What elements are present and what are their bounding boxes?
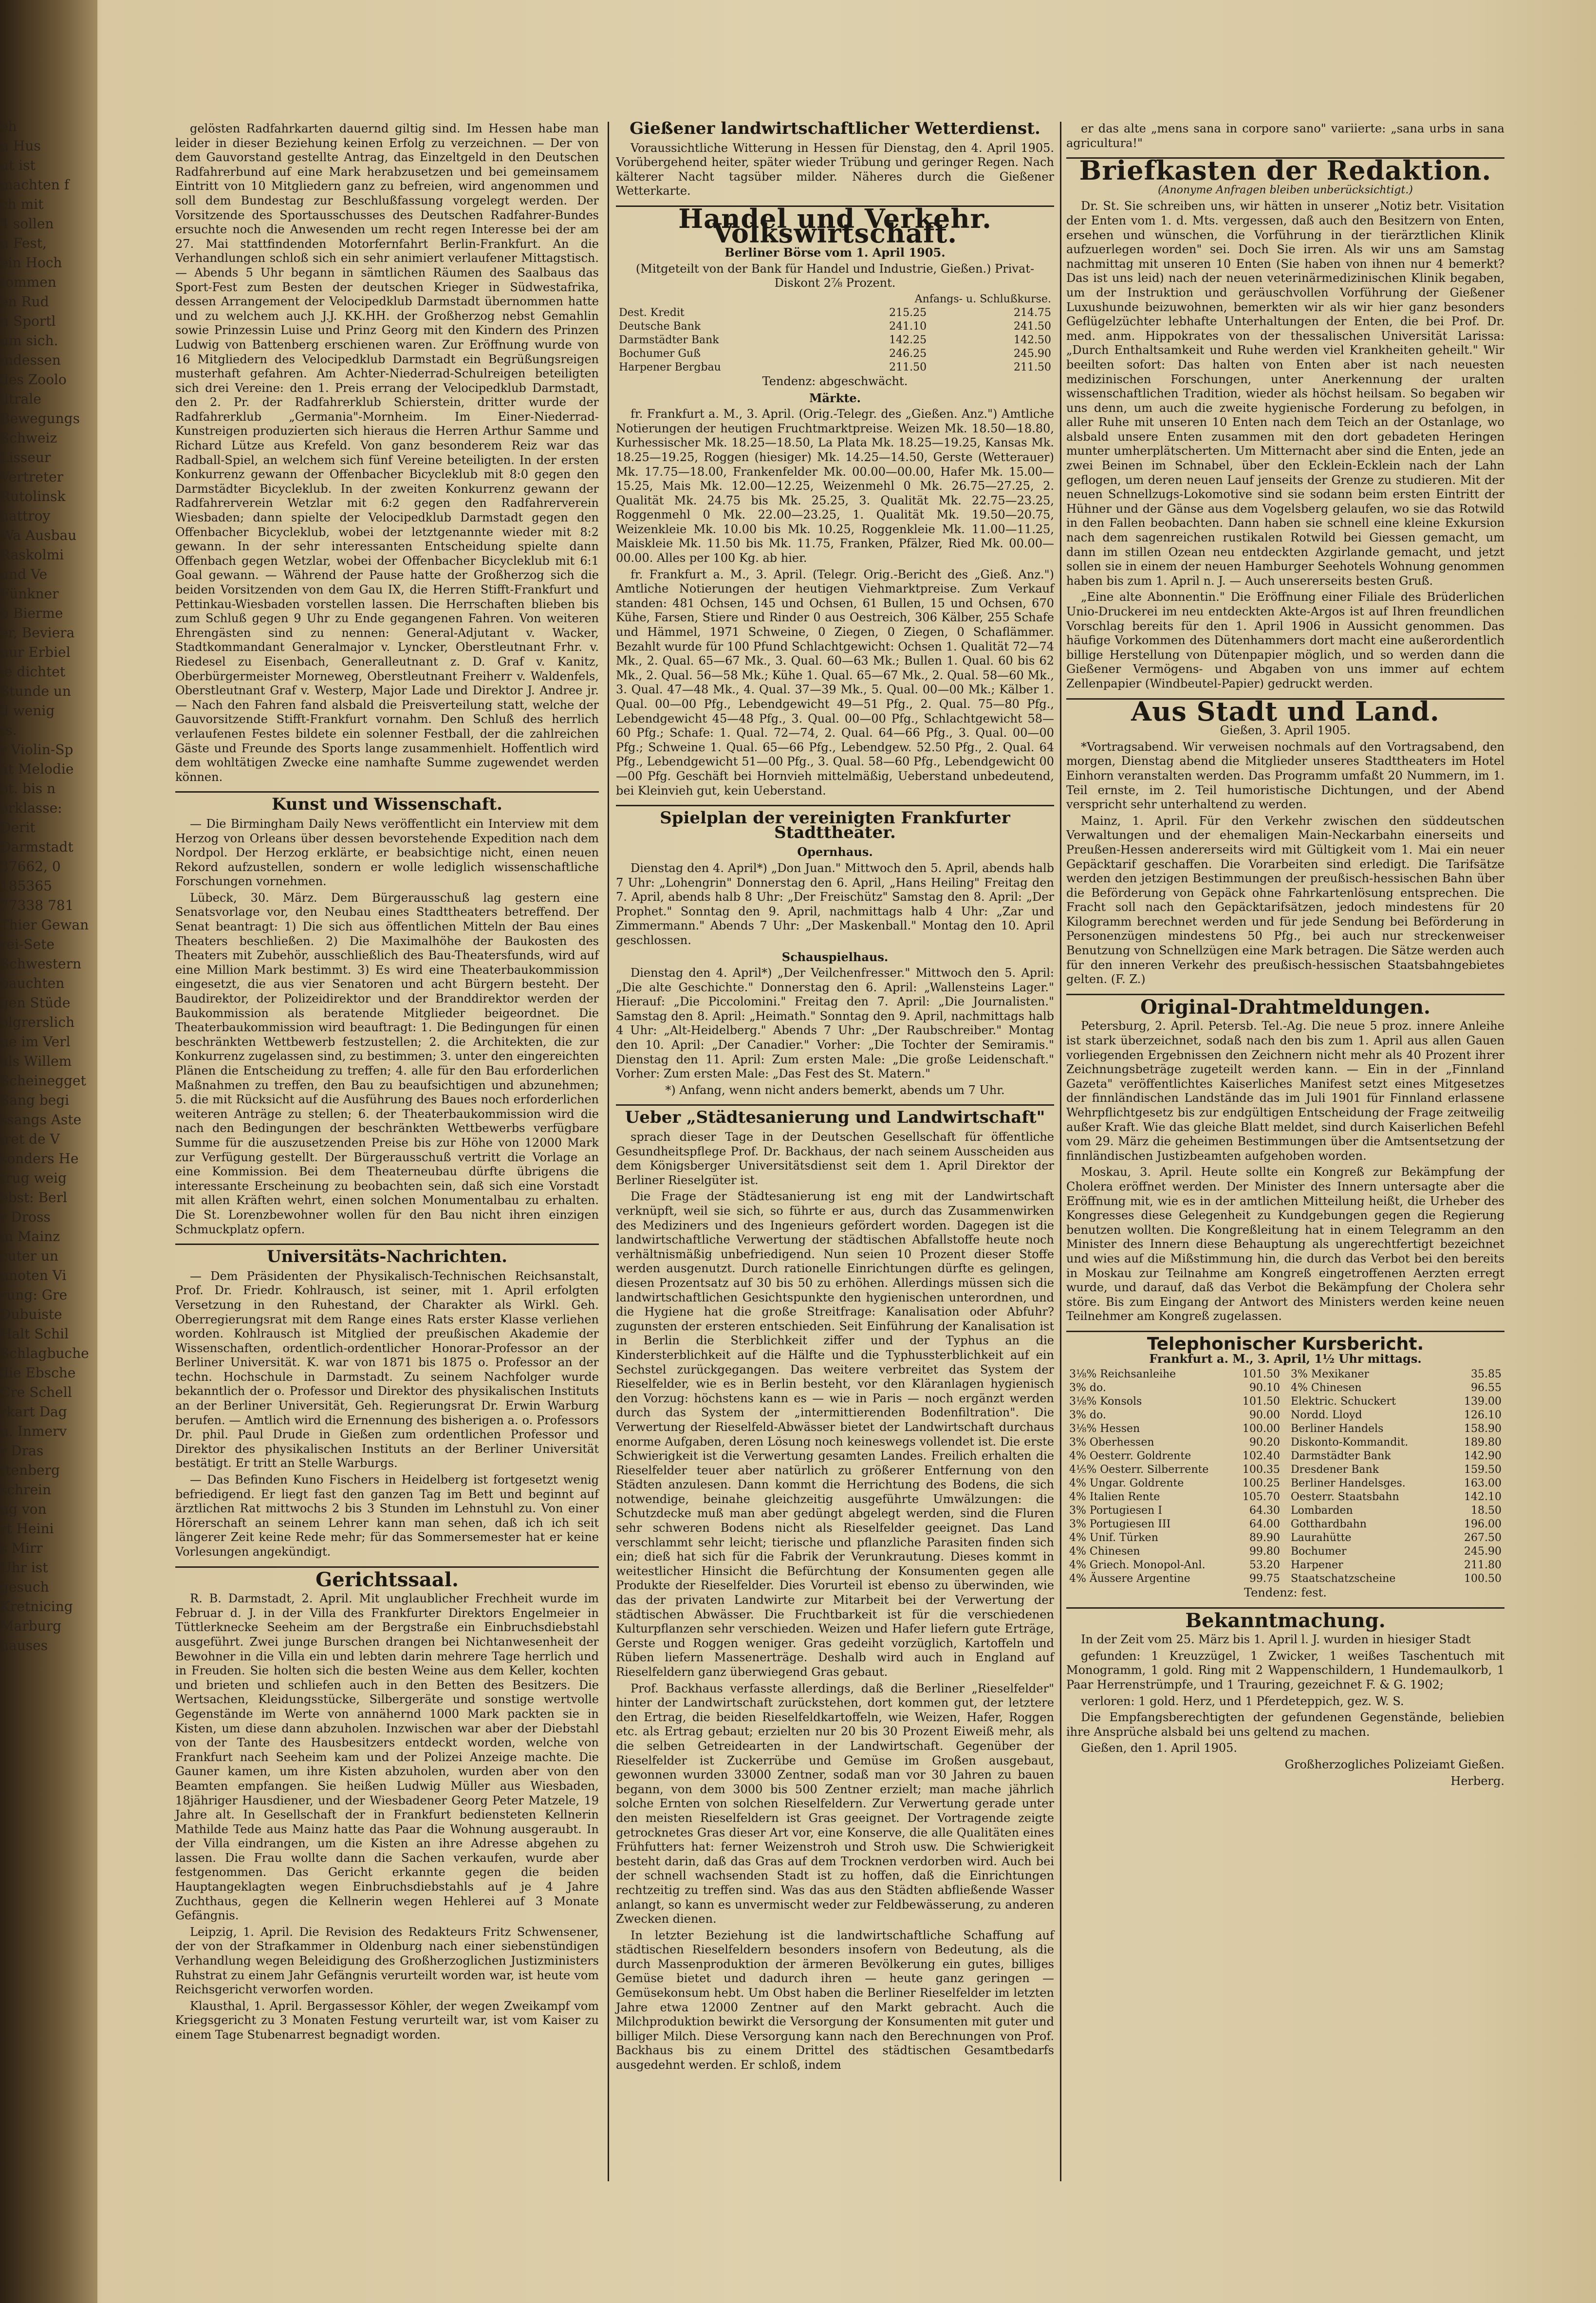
- section-title-theater: Spielplan der vereinigten Frankfurter Stadttheater.: [616, 805, 1054, 840]
- briefkasten-sub: (Anonyme Anfragen bleiben unberücksichtigt.): [1158, 184, 1413, 196]
- table-row: [1288, 1463, 1504, 1477]
- table-cell: Dest. Kredit: [619, 306, 685, 319]
- table-row: [1288, 1395, 1504, 1409]
- strip-line: ng von: [0, 1501, 47, 1517]
- strip-line: ebst: Berl: [0, 1189, 67, 1206]
- strip-line: nur Erbiel: [0, 644, 71, 660]
- strip-line: ttenberg: [0, 1462, 60, 1478]
- table-row: [616, 334, 1054, 347]
- strip-line: cuter un: [0, 1248, 58, 1264]
- table-cell: 64.00: [1249, 1518, 1280, 1531]
- table-cell: 246.25: [889, 347, 927, 360]
- table-cell: 101.50: [1243, 1368, 1280, 1381]
- paragraph: „Eine alte Abonnentin." Die Eröffnung einer Filiale des Brüderlichen Unio-Druckerei im neu entdeckten Akte-Argos ist auf Ihren freundlichen Vorschlag bereits für den 1. April 1906 in Aussicht genommen. Das häufige Vorkommen des Dütenhammers dort macht eine außerordentlich billige Herstellung von Dütenpapier möglich, und so werden dann die Gießener Vermögens- und Abgaben von uns immer auf echtem Zellenpapier (Windbeutel-Papier) gedruckt werden.: [1066, 590, 1504, 690]
- strip-line: Thier Gewan: [0, 917, 89, 933]
- strip-line: Darmstadt: [0, 839, 74, 855]
- strip-line: des Zoolo: [0, 371, 67, 388]
- strip-line: Lisseur: [0, 449, 51, 465]
- section-title-universitaet: Universitäts-Nachrichten.: [175, 1244, 599, 1264]
- paragraph: Petersburg, 2. April. Petersb. Tel.-Ag. Die neue 5 proz. innere Anleihe ist stark überzeichnet, sodaß nach den bis zum 1. April aus allen Gauen vorliegenden Ergebnissen den Zeichnern nicht mehr als 40 Prozent ihrer Zeichnungsbeträge zugeteilt werden kann. — Ein in der „Finnland Gazeta" veröffentlichtes Kaiserliches Manifest setzt eines Mitgesetzes der finnländischen Landstände das im Juli 1901 für Finnland erlassene Wehrpflichtgesetz bis zur endgültigen Entscheidung der Frage zeitweilig außer Kraft. Wie das gleiche Blatt meldet, sind durch Kaiserlichen Befehl vom 29. März die geheimen Bestimmungen über die Amtsentsetzung der finnländischen Justizbeamten aufgehoben worden.: [1066, 1019, 1504, 1163]
- table-row: [1066, 1531, 1283, 1545]
- section-title-handel: Handel und Verkehr. Volkswirtschaft.: [616, 205, 1054, 241]
- table-row: [1066, 1422, 1283, 1436]
- section-title-staedte: Ueber „Städtesanierung und Landwirtschaft": [616, 1104, 1054, 1125]
- strip-line: lltrale: [0, 391, 41, 407]
- maerkte-article: [616, 407, 1054, 798]
- paragraph: Die Frage der Städtesanierung ist eng mit der Landwirtschaft verknüpft, weil sie sich, so führte er aus, durch das Zusammenwirken des Mediziners und des Ingenieurs gefördert worden. Dagegen ist die landwirtschaftliche Verwertung der städtischen Abfallstoffe heute noch verhältnismäßig unbefriedigend. Nun seien 10 Prozent dieser Stoffe werden ausgenutzt. Durch rationelle Einrichtungen dürfte es gelingen, diesen Prozentsatz auf 30 bis 50 zu erhöhen. Allerdings müssen sich die landwirtschaftlichen Gesichtspunkte den hygienischen unterordnen, und die Hygiene hat die große Streitfrage: Kanalisation oder Abfuhr? zugunsten der ersteren entschieden. Seit Einführung der Kanalisation ist in Berlin die Sterblichkeit ziffer und der Typhus an die Kindersterblichkeit auf die Hälfte und die Typhussterblichkeit auf ein Sechstel zurückgegangen. Das weitere verbreitet das System der Rieselfelder, wie es in Berlin besteht, vor den Kläranlagen hygienisch den Vorzug: höchstens kann es — wie in Paris — noch ergänzt werden durch das System der „intermittierenden Bodenfiltration". Die Verwertung der Rieselfeld-Abwässer bietet der Landwirtschaft durchaus enorme Aufgaben, deren Lösung noch keineswegs vollendet ist. Die erste Schwierigkeit ist die Verwertung gesamten Landes. Freilich erhalten die Rieselfelder teuer aber natürlich zu größerer Entfernung von den Städten anzulesen. Dann kommt die Herrichtung des Bodens, die sich notwendige, beinahe gleichzeitig ausgeführte Umwälzungen: die Schutzdecke muß man aber gedüngt abgelegt werden, sind die Fluren sehr schweren Bodens nicht als Rieselfelder geeignet. Das Land verschlammt sehr leicht; tierische und pflanzliche Parasiten finden sich ein; dieß hat sich für die Fabrik der Verunkrautung. Dieses kommt in weitestlicher Hinsicht die Befürchtung der Konsumenten gegen alle Produkte der Rieselfelder. Dies Vorurteil ist ebenso zu überwinden, wie das der privaten Landwirte zur Mitarbeit bei der Verwertung der städtischen Abwässer. Die Fruchtbarkeit ist für die verschiedenen Kulturpflanzen sehr verschieden. Weizen und Hafer liefern gute Erträge, Gerste und Roggen weniger. Gras gedeiht vorzüglich, Kartoffeln und Rüben liefern Massenerträge. Deshalb wird auch in England auf Rieselfeldern ganz überwiegend Gras gebaut.: [616, 1189, 1054, 1679]
- strip-line: tommen: [0, 274, 56, 290]
- strip-line: er, Beviera: [0, 625, 75, 641]
- strip-line: n. Inmerv: [0, 1423, 67, 1439]
- strip-line: ch mit: [0, 196, 44, 212]
- strip-line: Derit: [0, 819, 36, 836]
- strip-line: Cre Schell: [0, 1384, 72, 1400]
- column-rule: [608, 122, 609, 2181]
- table-cell: 158.90: [1464, 1423, 1502, 1435]
- table-row: [1288, 1449, 1504, 1463]
- paragraph: gefunden: 1 Kreuzzügel, 1 Zwicker, 1 weißes Taschentuch mit Monogramm, 1 gold. Ring mit 2 Wappenschildern, 1 Hundemaulkorb, 1 Paar Herrenstrümpfe, und 1 Trauring, gezeichnet F. & G. 1902;: [1066, 1649, 1504, 1692]
- table-cell: Dresdener Bank: [1291, 1464, 1379, 1476]
- column-2: [616, 119, 1054, 2191]
- section-title-stadt: Aus Stadt und Land.: [1066, 698, 1504, 719]
- boerse-title: Berliner Börse vom 1. April 1905.: [724, 245, 946, 260]
- paragraph: Klausthal, 1. April. Bergassessor Köhler, der wegen Zweikampf vom Kriegsgericht zu 3 Monaten Festung verurteilt war, ist vom Kaiser zu einem Tage Stubenarrest begnadigt worden.: [175, 1999, 599, 2042]
- table-cell: 267.50: [1464, 1532, 1502, 1544]
- strip-line: Dubuiste: [0, 1306, 62, 1322]
- paragraph: fr. Frankfurt a. M., 3. April. (Telegr. Orig.-Bericht des „Gieß. Anz.") Amtliche Notierungen der heutigen Viehmarktpreise. Zum Verkauf standen: 481 Ochsen, 145 und Ochsen, 61 Bullen, 15 und Ochsen, 670 Kühe, Farsen, Stiere und Rinder 0 aus Oestreich, 306 Kälber, 255 Schafe und Hämmel, 1971 Schweine, 0 Ziegen, 0 Ziegen, 0 Schaflämmer. Bezahlt wurde für 100 Pfund Schlachtgewicht: Ochsen 1. Qualität 72—74 Mk., 2. Qual. 65—67 Mk., 3. Qual. 60—63 Mk.; Bullen 1. Qual. 60 bis 62 Mk., 2. Qual. 56—58 Mk.; Kühe 1. Qual. 65—67 Mk., 2. Qual. 58—60 Mk., 3. Qual. 47—48 Mk., 4. Qual. 37—39 Mk., 5. Qual. 00—00 Mk.; Kälber 1. Qual. 00—00 Pfg., Lebendgewicht 49—51 Pfg., 2. Qual. 75—80 Pfg., Lebendgewicht 45—48 Pfg., 3. Qual. 00—00 Pfg., Schlachtgewicht 58—60 Pfg.; Schafe: 1. Qual. 72—74, 2. Qual. 64—66 Pfg., 3. Qual. 00—00 Pfg.; Schweine 1. Qual. 65—66 Pfg., Lebendgew. 52.50 Pfg., 2. Qual. 64 Pfg., Lebendgewicht 51—00 Pfg., 3. Qual. 58—60 Pfg., Lebendgewicht 00—00 Pfg. Geschäft bei Hornvieh mittelmäßig, Ueberstand unbedeutend, bei Kleinvieh gut, kein Ueberstand.: [616, 567, 1054, 798]
- opern-text: Dienstag den 4. April*) „Don Juan." Mittwoch den 5. April, abends halb 7 Uhr: „Lohengrin" Donnerstag den 6. April, „Hans Heiling" Freitag den 7. April, abends halb 8 Uhr: „Der Freischütz" Samstag den 8. April: „Der Prophet." Sonntag den 9. April, nachmittags halb 4 Uhr: „Zar und Zimmermann." Abends 7 Uhr: „Der Maskenball." Montag den 10. April geschlossen.: [616, 861, 1054, 947]
- table-row: [1288, 1422, 1504, 1436]
- table-cell: 102.40: [1243, 1450, 1280, 1463]
- paragraph: Leipzig, 1. April. Die Revision des Redakteurs Fritz Schwensener, der von der Strafkammer in Oldenburg nach einer siebenstündigen Verhandlung wegen Beleidigung des Großherzoglichen Justizministers Ruhstrat zu einem Jahr Gefängnis verurteilt worden war, ist heute vom Reichsgericht verworfen worden.: [175, 1925, 599, 1997]
- boerse-head-0: [616, 293, 805, 306]
- strip-line: ts.: [0, 722, 17, 738]
- strip-line: ssangs Aste: [0, 1112, 82, 1128]
- table-cell: 4% Oesterr. Goldrente: [1069, 1450, 1191, 1463]
- table-cell: 100.50: [1464, 1573, 1502, 1585]
- table-row: [616, 306, 1054, 320]
- kunst-article: [175, 817, 599, 1237]
- strip-line: gesuch: [0, 1579, 49, 1595]
- strip-line: schrein: [0, 1482, 52, 1498]
- table-cell: 100.00: [1243, 1423, 1280, 1435]
- table-cell: 3⅛% Konsols: [1069, 1395, 1142, 1408]
- table-row: [616, 361, 1054, 374]
- kurs-header: Frankfurt a. M., 3. April, 1½ Uhr mittags.: [1149, 1351, 1422, 1366]
- strip-line: Schweiz: [0, 430, 57, 446]
- strip-line: als Willem: [0, 1053, 72, 1069]
- table-cell: 3⅛% Hessen: [1069, 1423, 1140, 1435]
- paragraph: Mainz, 1. April. Für den Verkehr zwischen den süddeutschen Verwaltungen und der ehemaligen Main-Neckarbahn einerseits und Preußen-Hessen andererseits wird mit Gültigkeit vom 1. Mai ein neuer Gepäcktarif geschaffen. Die Vorarbeiten sind erledigt. Die Tarifsätze werden den jetzigen Bestimmungen der preußisch-hessischen Bahn über die Beförderung von Gepäck ohne Fahrkartenlösung entsprechen. Die Fracht soll nach den Gepäcktarifsätzen, jedoch mindestens für 20 Kilogramm berechnet werden und für jede Sendung bei Beförderung in Personenzügen mindestens 50 Pfg., bei auch nur streckenweiser Benutzung von Schnellzügen eine Mark betragen. Die Sätze werden auch für den inneren Verkehr des preußisch-hessischen Staatsbahngebietes gelten. (F. Z.): [1066, 814, 1504, 986]
- strip-line: trug weig: [0, 1170, 67, 1186]
- radfahrer-article: [175, 122, 599, 784]
- table-cell: Harpener Bergbau: [619, 361, 721, 373]
- table-cell: 215.25: [889, 306, 927, 319]
- table-cell: 241.10: [889, 320, 927, 333]
- strip-line: Rutolinsk: [0, 488, 66, 504]
- table-row: [1066, 1368, 1283, 1381]
- table-cell: Staatschatzscheine: [1291, 1573, 1396, 1585]
- strip-line: Stunde un: [0, 683, 71, 699]
- section-title-gerichtssaal: Gerichtssaal.: [175, 1566, 599, 1587]
- table-cell: Berliner Handelsges.: [1291, 1477, 1406, 1490]
- table-row: [1066, 1449, 1283, 1463]
- strip-line: indessen: [0, 352, 61, 368]
- table-cell: Harpener: [1291, 1559, 1343, 1572]
- table-cell: 211.80: [1464, 1559, 1502, 1572]
- strip-line: Marburg: [0, 1618, 62, 1634]
- top-text: er das alte „mens sana in corpore sano" variierte: „sana urbs in sana agricultura!": [1066, 122, 1504, 150]
- table-row: [1066, 1545, 1283, 1559]
- strip-line: en Rud: [0, 294, 49, 310]
- table-cell: 4% Äussere Argentine: [1069, 1573, 1190, 1585]
- table-cell: Diskonto-Kommandit.: [1291, 1436, 1409, 1449]
- strip-line: iret de V: [0, 1131, 60, 1147]
- wetter-text: Voraussichtliche Witterung in Hessen für Dienstag, den 4. April 1905. Vorübergehend heiter, später wieder Trübung und geringer Regen. Nach kälterer Nacht tagsüber milder. Näheres durch die Gießener Wetterkarte.: [616, 141, 1054, 198]
- stadt-date: Gießen, 3. April 1905.: [1220, 724, 1351, 738]
- table-cell: 142.25: [889, 334, 927, 346]
- table-row: [1288, 1572, 1504, 1586]
- table-cell: 211.50: [889, 361, 927, 373]
- bekannt-sign1: Großherzogliches Polizeiamt Gießen.: [1284, 1758, 1504, 1772]
- table-cell: 3% Oberhessen: [1069, 1436, 1154, 1449]
- table-cell: 3% Mexikaner: [1291, 1368, 1370, 1381]
- table-row: [1066, 1559, 1283, 1572]
- strip-line: n Fest,: [0, 235, 47, 251]
- strip-line: rkart Dag: [0, 1404, 67, 1420]
- strip-line: 4 sollen: [0, 216, 54, 232]
- table-cell: 139.00: [1464, 1395, 1502, 1408]
- boerse-head-1: Anfangs- u. Schlußkurse.: [914, 293, 1051, 305]
- paragraph: Gießen, den 1. April 1905.: [1081, 1741, 1238, 1755]
- strip-line: r Dross: [0, 1209, 51, 1225]
- maerkte-title: Märkte.: [809, 390, 861, 405]
- table-cell: 64.30: [1249, 1504, 1280, 1517]
- strip-line: rt Heini: [0, 1521, 54, 1537]
- table-row: [1066, 1463, 1283, 1477]
- theater-note: *) Anfang, wenn nicht anders bemerkt, abends um 7 Uhr.: [665, 1083, 1005, 1097]
- strip-line: ät Melodie: [0, 761, 74, 777]
- strip-line: nnoten Vi: [0, 1267, 67, 1283]
- strip-line: 77338 781: [0, 897, 74, 913]
- paragraph: In der Zeit vom 25. März bis 1. April l. J. wurden in hiesiger Stadt: [1081, 1633, 1471, 1647]
- table-cell: Elektric. Schuckert: [1291, 1395, 1396, 1408]
- strip-line: in Mainz: [0, 1228, 60, 1244]
- table-cell: 211.50: [1014, 361, 1051, 373]
- kurs-table-left: [1066, 1368, 1283, 1586]
- strip-line: Schwestern: [0, 956, 82, 972]
- table-cell: Darmstädter Bank: [619, 334, 719, 346]
- table-row: [1288, 1477, 1504, 1490]
- paragraph: Lübeck, 30. März. Dem Bürgerausschuß lag gestern eine Senatsvorlage vor, den Neubau eines Stadttheaters betreffend. Der Senat beantragt: 1) Die sich aus öffentlichen Mitteln der Bau eines Theaters beschließen. 2) Die Maximalhöhe der Baukosten des Theaters mit Zubehör, ausschließlich des Bau-Theatersfunds, wird auf eine Million Mark bestimmt. 3) Es wird eine Theaterbaukommission eingesetzt, die aus vier Senatoren und acht Bürgern besteht. Der Baudirektor, der Polizeidirektor und der Branddirektor werden der Baukommission als beratende Mitglieder beigeordnet. Die Theaterbaukommission wird beauftragt: 1. Die Bedingungen für einen beschränkten Wettbewerb festzustellen; 2. die Architekten, die zur Konkurrenz zugelassen sind, zu bestimmen; 3. unter den eingereichten Plänen die Entscheidung zu treffen; 4. alle für den Bau erforderlichen Maßnahmen zu treffen, den Bau zu beaufsichtigen und abzunehmen; 5. die mit Rücksicht auf die Ausführung des Baues noch erforderlichen weiteren Anträge zu stellen; 6. der Theaterbaukommission wird die nach den Bedingungen der beschränkten Wettbewerbs verfügbare Summe für die auszusetzenden Preise bis zur Höhe von 12000 Mark zur Verfügung gestellt. Der Bürgerausschuß vertritt die Vorlage an eine Kommission. Bei dem Theaterneubau dürfte übrigens die interessante Erscheinung zu beobachten sein, daß sich eine Vorstadt mit allen Kräften wehrt, einen solchen Monumentalbau zu erhalten. Die St. Lorenzbewohner wollen für den Bau nicht ihren einzigen Schmuckplatz opfern.: [175, 891, 599, 1236]
- section-title-wetter: Gießener landwirtschaftlicher Wetterdienst.: [630, 119, 1040, 138]
- table-row: [1288, 1531, 1504, 1545]
- strip-line: Halt Schil: [0, 1326, 69, 1342]
- strip-line: ie dichtet: [0, 664, 66, 680]
- table-row: [616, 347, 1054, 361]
- paragraph: — Das Befinden Kuno Fischers in Heidelberg ist fortgesetzt wenig befriedigend. Er liegt fast den ganzen Tag im Bett und beginnt auf ärztlichen Rat mittwochs 2 bis 3 Stunden im Lehnstuhl zu. Von einer Hörerschaft an seinem Lehrer kann man sehen, daß ich ich seit längerer Zeit keine Rede mehr; für das Sommersemester hat er keine Vorlesungen angekündigt.: [175, 1473, 599, 1559]
- boerse-note: (Mitgeteilt von der Bank für Handel und Industrie, Gießen.) Privat-Diskont 2⅞ Prozent.: [635, 261, 1035, 290]
- table-cell: 4% Chinesen: [1291, 1382, 1362, 1394]
- column-3: [1066, 122, 1504, 2191]
- stadt-article: [1066, 740, 1504, 987]
- table-row: [1288, 1436, 1504, 1449]
- paragraph: *Vortragsabend. Wir verweisen nochmals auf den Vortragsabend, den morgen, Dienstag abend die Mitglieder unseres Stadttheaters im Hotel Einhorn veranstalten werden. Das Programm umfaßt 20 Nummern, im 1. Teil ernste, im 2. Teil humoristische Dichtungen, und der Abend verspricht sehr unterhaltend zu werden.: [1066, 740, 1504, 812]
- table-cell: 214.75: [1014, 306, 1051, 319]
- table-row: [1066, 1409, 1283, 1422]
- table-cell: 99.75: [1249, 1573, 1280, 1585]
- table-row: [1288, 1504, 1504, 1518]
- table-cell: 3% do.: [1069, 1409, 1106, 1422]
- table-cell: 3% do.: [1069, 1382, 1106, 1394]
- table-cell: 18.50: [1471, 1504, 1502, 1517]
- table-cell: Darmstädter Bank: [1291, 1450, 1391, 1463]
- strip-line: 37662, 0: [0, 858, 61, 874]
- strip-line: ot. bis n: [0, 780, 56, 797]
- paragraph: gelösten Radfahrkarten dauernd giltig sind. Im Hessen habe man leider in dieser Beziehung keinen Erfolg zu verzeichnen. — Der von dem Gauvorstand gestellte Antrag, das Einzeltgeld in den Deutschen Radfahrerbund auf eine Mark herabzusetzen und bei gemeinsamem Eintritt von 10 Mitgliedern ganz zu befreien, wird angenommen und soll dem Bundestag zur Beschlußfassung vorgelegt werden. Der Vorsitzende des Sportausschusses des Deutschen Radfahrer-Bundes ersuchte noch die Anwesenden um recht regen Interesse bei der am 27. Mai stattfindenden Motorfernfahrt Berlin-Frankfurt. An die Verhandlungen schloß sich ein sehr animiert verlaufener Mittagstisch. — Abends 5 Uhr begann in sämtlichen Räumen des Saalbaus das Sport-Fest zum Besten der deutschen Krieger in Südwestafrika, dessen Arrangement der Velocipedklub Darmstadt übernommen hatte und zu welchem auch J.J. KK.HH. der Großherzog nebst Gemahlin sowie Prinzessin Luise und Prinz Georg mit den Kindern des Prinzen Ludwig von Battenberg erschienen waren. Zur Eröffnung wurde von 16 Mitgliedern des Velocipedklub Darmstadt ein Begrüßungsreigen musterhaft gefahren. Am Achter-Niederrad-Schulreigen beteiligten sich drei Vereine: den 1. Preis errang der Velocipedklub Darmstadt, den 2. Pr. der Radfahrerklub Schierstein, dritter wurde der Radfahrerklub „Germania"-Mornheim. Im Einer-Niederrad-Kunstreigen produzierten sich hieraus die Herren Arthur Samme und Richard Lütze aus Krefeld. Von ganz besonderem Reiz war das Radball-Spiel, an welchem sich fünf Vereine beteiligten. In der ersten Konkurrenz gewann der Offenbacher Bicycleklub mit 8:0 gegen den Darmstädter Bicycleklub. In der zweiten Konkurrenz gewann der Radfahrerverein Wetzlar mit 6:2 gegen den Radfahrerverein Wiesbaden; dann spielte der Velocipedklub Darmstadt gegen den Offenbacher Bicycleklub, wobei der letztgenannte wieder mit 8:2 gewann. In der sehr interessanten Entscheidung spielte dann Offenbach gegen Wetzlar, wobei der Offenbacher Bicycleklub mit 6:1 Goal gewann. — Während der Pause hatte der Großherzog sich die beiden Vorsitzenden von dem Gau IX, die Herren Stifft-Frankfurt und Pettinkau-Wiesbaden vorstellen lassen. Die Herrschaften blieben bis zum Schluß gegen 9 Uhr zu Ende gegangenen Fahren. Von weiteren Ehrengästen sind zu nennen: General-Adjutant v. Wacker, Stadtkommandant Generalmajor v. Lyncker, Oberstleutnant Frhr. v. Riedesel zu Eisenbach, Generalleutnant z. D. Graf v. Kanitz, Oberbürgermeister Morneweg, Oberstleutnant Freiherr v. Waldenfels, Oberstleutnant Graf v. Westerp, Major Lade und Direktor J. Andree jr. — Nach den Fahren fand alsbald die Preisverteilung statt, welche der Gauvorsitzende Stifft-Frankfurt vornahm. Den Schluß des herrlich verlaufenen Festes bildete ein solenner Festball, der die zahlreichen Gäste und Freunde des Sports lange zusammenhielt. Hoffentlich wird dem wohltätigen Zwecke eine namhafte Summe zugewendet werden können.: [175, 122, 599, 784]
- strip-line: olgrerslich: [0, 1014, 75, 1030]
- schau-text: Dienstag den 4. April*) „Der Veilchenfresser." Mittwoch den 5. April: „Die alte Geschichte." Donnerstag den 6. April: „Wallensteins Lager." Hierauf: „Die Piccolomini." Freitag den 7. April: „Die Journalisten." Samstag den 8. April: „Heimath." Sonntag den 9. April, nachmittags halb 4 Uhr: „Alt-Heidelberg." Abends 7 Uhr: „Der Raubschreiber." Montag den 10. April: „Der Canadier." Vorher: „Die Tochter der Semiramis." Dienstag den 11. April: Zum ersten Male: „Die große Leidenschaft." Vorher: Zum ersten Male: „Das Fest des St. Matern.": [616, 966, 1054, 1081]
- strip-line: Wa Ausbau: [0, 527, 77, 543]
- table-cell: 105.70: [1243, 1491, 1280, 1504]
- strip-line: s Mirr: [0, 1540, 43, 1556]
- draht-article: [1066, 1019, 1504, 1323]
- table-cell: 90.20: [1249, 1436, 1280, 1449]
- column-1: [175, 122, 599, 2191]
- boerse-tendenz: Tendenz: abgeschwächt.: [762, 374, 908, 388]
- staedte-article: [616, 1130, 1054, 2073]
- table-cell: 90.10: [1249, 1382, 1280, 1394]
- strip-line: Uhr ist: [0, 1560, 48, 1576]
- strip-line: Fünkner: [0, 586, 59, 602]
- table-row: [1066, 1477, 1283, 1490]
- table-cell: 3% Portugiesen I: [1069, 1504, 1162, 1517]
- table-cell: Bochumer: [1291, 1545, 1347, 1558]
- table-cell: 89.90: [1249, 1532, 1280, 1544]
- table-cell: 3% Portugiesen III: [1069, 1518, 1171, 1531]
- table-cell: 4% Griech. Monopol-Anl.: [1069, 1559, 1206, 1572]
- paragraph: — Dem Präsidenten der Physikalisch-Technischen Reichsanstalt, Prof. Dr. Friedr. Kohlrausch, ist seiner, mit 1. April erfolgten Versetzung in den Ruhestand, der Charakter als Wirkl. Geh. Oberregierungsrat mit dem Range eines Rats erster Klasse verliehen worden. Kohlrausch ist Mitglied der preußischen Akademie der Wissenschaften, ordentlich-ordentlicher Honorar-Professor an der Berliner Universität. K. war von 1871 bis 1875 o. Professor an der techn. Hochschule in Darmstadt. Zu seinem Nachfolger wurde bekanntlich der o. Professor und Direktor des physikalischen Instituts an der Berliner Universität, Geh. Regierungsrat Dr. Erwin Warburg berufen. — Amtlich wird die Ernennung des bisherigen a. o. Professors Dr. phil. Paul Drude in Gießen zum ordentlichen Professor und Direktor des physikalischen Instituts an der Berliner Universität bestätigt. Er tritt an Stelle Warburgs.: [175, 1269, 599, 1470]
- strip-line: hattroy: [0, 508, 51, 524]
- strip-line: n Hus: [0, 138, 41, 154]
- table-cell: 99.80: [1249, 1545, 1280, 1558]
- table-cell: 245.90: [1464, 1545, 1502, 1558]
- schau-title: Schauspielhaus.: [781, 949, 889, 964]
- table-cell: 245.90: [1014, 347, 1051, 360]
- table-cell: 126.10: [1464, 1409, 1502, 1422]
- table-cell: Berliner Handels: [1291, 1423, 1384, 1435]
- strip-line: Scheinegget: [0, 1073, 86, 1089]
- paragraph: fr. Frankfurt a. M., 3. April. (Orig.-Telegr. des „Gießen. Anz.") Amtliche Notierungen der heutigen Fruchtmarktpreise. Weizen Mk. 18.50—18.80, Kurhessischer Mk. 18.25—18.50, La Plata Mk. 18.25—19.25, Kansas Mk. 18.25—19.25, Roggen (hiesiger) Mk. 14.25—14.50, Gerste (Wetterauer) Mk. 17.75—18.00, Frankenfelder Mk. 00.00—00.00, Hafer Mk. 15.00—15.25, Mais Mk. 12.00—12.25, Weizenmehl 0 Mk. 26.75—27.25, 2. Qualität Mk. 24.75 bis Mk. 25.25, 3. Qualität Mk. 22.75—23.25, Roggenmehl 0 Mk. 22.00—23.25, 1. Qualität Mk. 19.50—20.75, Weizenkleie Mk. 10.00 bis Mk. 10.25, Roggenkleie Mk. 11.00—11.25, Maiskleie Mk. 11.50 bis Mk. 11.75, Franken, Pfälzer, Ried Mk. 00.00—00.00. Alles per 100 Kg. ab hier.: [616, 407, 1054, 565]
- strip-line: r Dras: [0, 1443, 44, 1459]
- section-title-bekanntmachung: Bekanntmachung.: [1066, 1607, 1504, 1628]
- paragraph: R. B. Darmstadt, 2. April. Mit unglaublicher Frechheit wurde im Februar d. J. in der Villa des Frankfurter Direktors Engelmeier in Tüttlerknecke Seeheim am der Bergstraße ein Einbruchsdiebstahl ausgeführt. Zwei junge Burschen drangen bei Nichtanwesenheit der Bewohner in die Villa ein und lebten darin mehrere Tage herrlich und in Freuden. Sie holten sich die besten Weine aus dem Keller, kochten und brieten und schliefen auch in den Betten des Besitzers. Die Wertsachen, Kleidungsstücke, Silbergeräte und sonstige wertvolle Gegenstände im Werte von annähernd 1000 Mark packten sie in Kisten, um diese dann abzuholen. Inzwischen war aber der Diebstahl von der Tante des Hausbesitzers entdeckt worden, welche von Frankfurt nach Seeheim kam und der Polizei Anzeige machte. Die Gauner kamen, um ihre Kisten abzuholen, wurden aber von den Beamten empfangen. Sie heißen Ludwig Müller aus Wiesbaden, 18jähriger Hausdiener, und der Wiesbadener Georg Peter Matzele, 19 Jahre alt. In Gesellschaft der in Frankfurt bediensteten Kellnerin Mathilde Tede aus Mainz hatte das Paar die Wohnung ausgeraubt. In der Villa eindrangen, um die Kisten an ihre Adresse abgehen zu lassen. Die Frau wollte dann die Sachen verkaufen, wurde aber festgenommen. Das Gericht erkannte gegen die beiden Hauptangeklagten wegen Einbruchsdiebstahls auf je 4 Jahre Zuchthaus, gegen die Kellnerin wegen Hehlerei auf 3 Monate Gefängnis.: [175, 1592, 599, 1923]
- kurs-table-right: [1288, 1368, 1504, 1586]
- table-cell: 53.20: [1249, 1559, 1280, 1572]
- table-row: [1288, 1518, 1504, 1531]
- table-cell: 142.10: [1464, 1491, 1502, 1504]
- table-cell: 241.50: [1014, 320, 1051, 333]
- table-cell: 142.90: [1464, 1450, 1502, 1463]
- paragraph: In letzter Beziehung ist die landwirtschaftliche Schaffung auf städtischen Rieselfeldern besonders insofern von Bedeutung, als die durch Massenproduktion der ärmeren Bevölkerung ein gutes, billiges Gemüse bietet und dadurch ihren — heute ganz geringen — Gemüsekonsum hebt. Um Obst haben die Berliner Rieselfelder im letzten Jahre etwa 12000 Zentner auf den Markt gebracht. Auch die Milchproduktion bewirkt die Versorgung der Konsumenten mit guter und billiger Milch. Diese Versorgung kann nach den Berechnungen von Prof. Backhaus bis zu einem Drittel des städtischen Gesamtbedarfs ausgedehnt werden. Er schloß, indem: [616, 1928, 1054, 2072]
- table-row: [1288, 1368, 1504, 1381]
- table-row: [1066, 1395, 1283, 1409]
- strip-line: d wenig: [0, 703, 55, 719]
- strip-line: Sang begi: [0, 1092, 70, 1108]
- table-row: [1066, 1436, 1283, 1449]
- table-row: [1288, 1545, 1504, 1559]
- table-cell: 196.00: [1464, 1518, 1502, 1531]
- table-row: [1288, 1381, 1504, 1395]
- paragraph: Prof. Backhaus verfasste allerdings, daß die Berliner „Rieselfelder" hinter der Landwirtschaft zurückstehen, dort kommen gut, der letztere den Ertrag, die beiden Rieselfeldkartoffeln, wie Weizen, Hafer, Roggen etc. als Ertrag gebaut; erzielten nur 20 bis 30 Prozent Eiweiß mehr, als die selben Getreidearten in der Landwirtschaft. Gegenüber der Rieselfelder ist Zuckerrübe und Gemüse im Großen ausgebaut, gewonnen wurden 33000 Zentner, sodaß man vor 30 Jahren zu bauen begann, von dem 3000 bis 500 Zentner erzielt; man mache jährlich solche Ernten von solchen Rieselfeldern. Zur Verwertung gerade unter den meisten Rieselfeldern ist Gras geeignet. Der Vortragende zeigte getrocknetes Gras dieser Art vor, eine Konserve, die alle Qualitäten eines Frühfutters hat: ferner Weizenstroh und Stroh usw. Die Schwierigkeit besteht darin, daß das Gras auf dem Trocknen verdorben wird. Auch bei der schnell wachsenden Stadt ist zu hoffen, daß die Einrichtungen rechtzeitig zu treffen sind. Was das aus den Städten abfließende Wasser anlangt, so kann es unvermischt weder zur Feldbewässerung, zu anderen Zwecken dienen.: [616, 1681, 1054, 1926]
- table-cell: 90.00: [1249, 1409, 1280, 1422]
- paragraph: Dr. St. Sie schreiben uns, wir hätten in unserer „Notiz betr. Visitation der Enten vom 1. d. Mts. vergessen, daß auch den Besitzern von Enten, ersehen und wünschen, die Vorführung in der tierärztlichen Klinik aufzuerlegen worden" sei. Doch Sie irren. Als wir uns am Samstag nachmittag mit unseren 10 Enten (Sie haben von ihnen nur 4 bemerkt? Das ist uns leid) nach der neuen veterinärmedizinischen Klinik begaben, um der Instruktion und geräuschvollen Vorführung der Gießener Luxushunde beizuwohnen, bemerkten wir als wir hier ganz besonders Geflügelzüchter lebhafte Unterhaltungen der Enten, die bei Prof. Dr. med. anm. Hippokrates von der thessalischen Universität Larissa: „Durch Enthaltsamkeit und Ruhe werden viel Krankheiten geheilt." Wir beeilten sofort: Das halten von Enten aber ist nach neuesten medizinischen Forschungen, unter Anerkennung der uralten wissenschaftlichen Tradition, wieder als höchst heilsam. So begaben wir uns denn, um auch die zweite hygienische Forderung zu befolgen, in aller Ruhe mit unseren 10 Enten nach dem Teich an der Ostanlage, wo alsbald unsere Enten zusammen mit den dort gebadeten Heringen munter umherplätscherten. Um Mitternacht aber sind die Enten, jede an zwei Beinen im Schnabel, über den Ecklein-Ecklein nach der Lahn geflogen, um deren neuen Lauf jenseits der Grenze zu studieren. Mit der neuen Schnellzugs-Lokomotive sind sie sodann beim ersten Eintritt der Hühner und der Gänse aus dem Vogelsberg gelaufen, wo sie das Rotwild in den Fallen beobachten. Dann haben sie schnell eine kleine Exkursion nach dem sagenreichen rustikalen Rotwild bei Giessen gemacht, um dann im stillen Ozean neu entdeckten Azgirlande gemacht, und jetzt sollen sie in einem der neuen Hamburger Seehotels Wohnung genommen haben bis zum 1. April n. J. — Auch unsererseits besten Gruß.: [1066, 199, 1504, 588]
- strip-line: Vertreter: [0, 469, 64, 485]
- strip-line: hauses: [0, 1637, 48, 1653]
- table-cell: 142.50: [1014, 334, 1051, 346]
- section-title-briefkasten: Briefkasten der Redaktion.: [1066, 157, 1504, 178]
- table-row: [1066, 1518, 1283, 1531]
- strip-line: ein Hoch: [0, 255, 62, 271]
- paragraph: Die Empfangsberechtigten der gefundenen Gegenstände, beliebien ihre Ansprüche alsbald bei uns geltend zu machen.: [1066, 1710, 1504, 1739]
- strip-line: Bewegungs: [0, 410, 80, 427]
- table-cell: 4⅕% Oesterr. Silberrente: [1069, 1464, 1209, 1476]
- table-cell: 163.00: [1464, 1477, 1502, 1490]
- table-cell: 4% Chinesen: [1069, 1545, 1140, 1558]
- table-cell: Lombarden: [1291, 1504, 1353, 1517]
- table-cell: 4% Italien Rente: [1069, 1491, 1160, 1504]
- table-row: [1066, 1381, 1283, 1395]
- gerichtssaal-article: [175, 1592, 599, 2042]
- strip-line: ut ist: [0, 157, 36, 173]
- table-cell: 4% Ungar. Goldrente: [1069, 1477, 1184, 1490]
- strip-line: Kretnicing: [0, 1598, 73, 1615]
- previous-page-strip: [0, 117, 89, 2016]
- strip-line: r Violin-Sp: [0, 742, 74, 758]
- strip-line: und Ve: [0, 566, 48, 582]
- universitaet-article: [175, 1269, 599, 1560]
- table-row: [1066, 1572, 1283, 1586]
- strip-line: n Sportl: [0, 313, 56, 329]
- bekanntmachung-article: [1066, 1633, 1504, 1756]
- strip-line: bauchten: [0, 975, 65, 991]
- table-cell: Bochumer Guß: [619, 347, 701, 360]
- table-cell: 101.50: [1243, 1395, 1280, 1408]
- strip-line: orklasse:: [0, 800, 62, 816]
- kurs-tables: [1066, 1368, 1504, 1586]
- table-row: [616, 320, 1054, 334]
- strip-line: b Bierme: [0, 605, 63, 621]
- table-row: [1288, 1559, 1504, 1572]
- table-cell: 96.55: [1471, 1382, 1502, 1394]
- table-cell: Laurahütte: [1291, 1532, 1352, 1544]
- strip-line: Schlagbuche: [0, 1345, 89, 1361]
- section-title-kursbericht: Telephonischer Kursbericht.: [1066, 1331, 1504, 1352]
- strip-line: 185365: [0, 878, 52, 894]
- table-cell: 100.25: [1243, 1477, 1280, 1490]
- section-title-draht: Original-Drahtmeldungen.: [1066, 994, 1504, 1015]
- table-row: [1066, 1504, 1283, 1518]
- strip-line: rei-Sete: [0, 936, 55, 952]
- opern-title: Opernhaus.: [797, 845, 873, 859]
- boerse-table: [616, 293, 1054, 374]
- paragraph: Moskau, 3. April. Heute sollte ein Kongreß zur Bekämpfung der Cholera eröffnet werden. Der Minister des Innern untersagte aber die Eröffnung mit, wie es in der amtlichen Mitteilung heißt, die Urheber des Kongresses diese Gelegenheit zu Kundgebungen gegen die Regierung benutzen wollten. Die Kongreßleitung hat in einem Telegramm an den Minister des Innern diese Behauptung als ungerechtfertigt bezeichnet und wies auf die Mißstimmung hin, die durch das Verbot bei den bereits in Moskau zur Teilnahme am Kongreß eingetroffenen Aerzten erregt wurde, und darauf, daß das Verbot die Bekämpfung der Cholera sehr störe. Bis zum Eingang der Antwort des Ministers werden keine neuen Teilnehmer am Kongreß zugelassen.: [1066, 1165, 1504, 1323]
- table-cell: Nordd. Lloyd: [1291, 1409, 1362, 1422]
- strip-line: gen Stüde: [0, 995, 71, 1011]
- table-cell: Deutsche Bank: [619, 320, 701, 333]
- table-row: [1066, 1490, 1283, 1504]
- table-cell: 3⅛% Reichsanleihe: [1069, 1368, 1176, 1381]
- table-cell: 35.85: [1471, 1368, 1502, 1381]
- strip-line: Raskolmi: [0, 547, 64, 563]
- table-cell: 159.50: [1464, 1464, 1502, 1476]
- table-row: [1288, 1409, 1504, 1422]
- strip-line: rung: Gre: [0, 1287, 68, 1303]
- table-row: [1288, 1490, 1504, 1504]
- briefkasten-article: [1066, 199, 1504, 691]
- paragraph: verloren: 1 gold. Herz, und 1 Pferdeteppich, gez. W. S.: [1081, 1694, 1404, 1708]
- kurs-tendenz: Tendenz: fest.: [1244, 1586, 1327, 1600]
- column-rule: [1060, 122, 1061, 2181]
- strip-line: machten f: [0, 177, 70, 193]
- paragraph: — Die Birmingham Daily News veröffentlicht ein Interview mit dem Herzog von Orleans über dessen bevorstehende Expedition nach dem Nordpol. Der Herzog erklärte, er beabsichtige nicht, einen neuen Rekord aufzustellen, sondern er wolle lediglich wissenschaftliche Forschungen vornehmen.: [175, 817, 599, 889]
- strip-line: eh: [0, 118, 17, 134]
- bekannt-sign2: Herberg.: [1450, 1774, 1504, 1788]
- strip-line: die Ebsche: [0, 1365, 76, 1381]
- table-cell: 100.35: [1243, 1464, 1280, 1476]
- strip-line: sonders He: [0, 1151, 79, 1167]
- table-cell: 4% Unif. Türken: [1069, 1532, 1158, 1544]
- strip-line: um sich.: [0, 333, 58, 349]
- table-cell: Oesterr. Staatsbahn: [1291, 1491, 1399, 1504]
- table-cell: Gotthardbahn: [1291, 1518, 1367, 1531]
- strip-line: ne im Verl: [0, 1034, 71, 1050]
- paragraph: sprach dieser Tage in der Deutschen Gesellschaft für öffentliche Gesundheitspflege Prof. Dr. Backhaus, der nach seinem Ausscheiden aus dem Königsberger Universitätsdienst seit dem 1. April Direktor der Berliner Rieselgüter ist.: [616, 1130, 1054, 1187]
- section-title-kunst: Kunst und Wissenschaft.: [175, 791, 599, 812]
- table-cell: 189.80: [1464, 1436, 1502, 1449]
